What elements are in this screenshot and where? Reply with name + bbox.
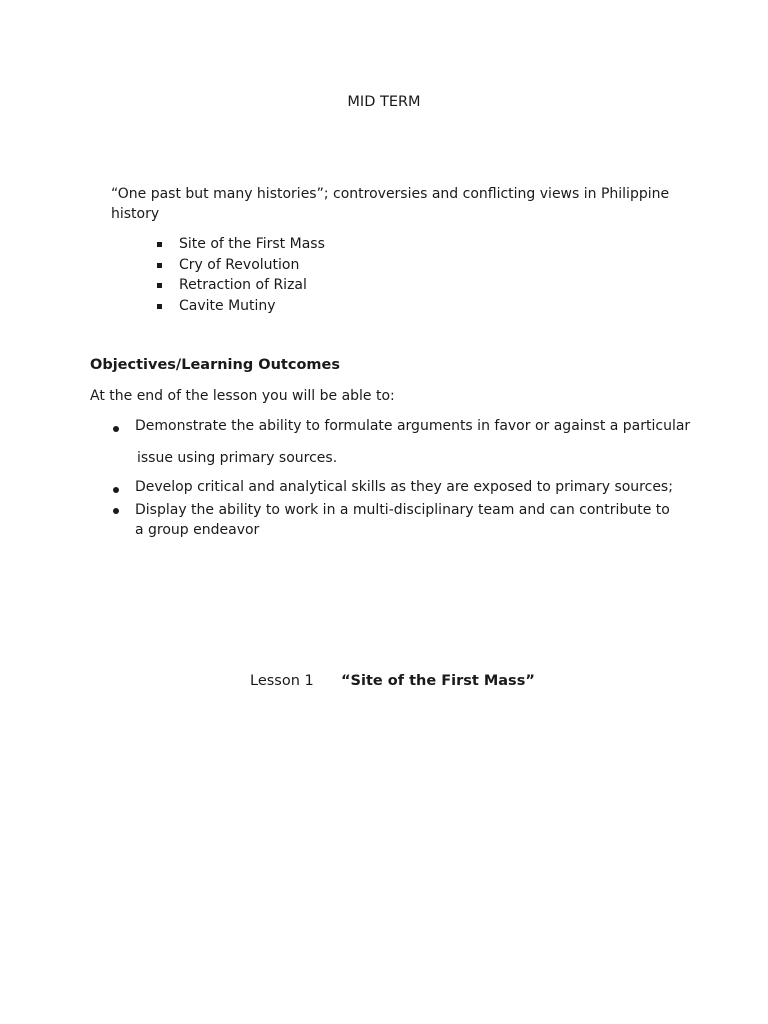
topics-list — [157, 234, 325, 316]
objective-1-line-2: issue using primary sources. — [137, 450, 338, 466]
objective-1-line-1: Demonstrate the ability to formulate arguments in favor or against a particular — [135, 418, 691, 434]
square-bullet-icon — [157, 283, 162, 288]
topic-label: Site of the First Mass — [179, 236, 325, 252]
square-bullet-icon — [157, 304, 162, 309]
list-item — [157, 296, 325, 317]
list-item — [157, 255, 325, 276]
bullet-icon — [112, 481, 120, 501]
objective-2: Develop critical and analytical skills as they are exposed to primary sources; — [135, 479, 673, 495]
bullet-icon — [112, 502, 120, 522]
square-bullet-icon — [157, 242, 162, 247]
square-bullet-icon — [157, 263, 162, 268]
list-item — [157, 275, 325, 296]
bullet-icon — [112, 420, 120, 440]
topic-label: Cavite Mutiny — [179, 297, 276, 314]
objective-3: Display the ability to work in a multi-disciplinary team and can contribute to a group endeavor — [135, 502, 670, 538]
lesson-number: Lesson 1 — [250, 673, 314, 689]
intro-paragraph: “One past but many histories”; controversies and conflicting views in Philippine history — [111, 186, 670, 222]
objectives-lead: At the end of the lesson you will be able to: — [90, 388, 395, 404]
list-item — [157, 234, 325, 255]
topic-label: Cry of Revolution — [179, 256, 300, 273]
objectives-heading: Objectives/Learning Outcomes — [90, 357, 340, 373]
topic-label: Retraction of Rizal — [179, 277, 307, 293]
page-title: MID TERM — [347, 94, 421, 110]
lesson-title: “Site of the First Mass” — [341, 673, 535, 689]
